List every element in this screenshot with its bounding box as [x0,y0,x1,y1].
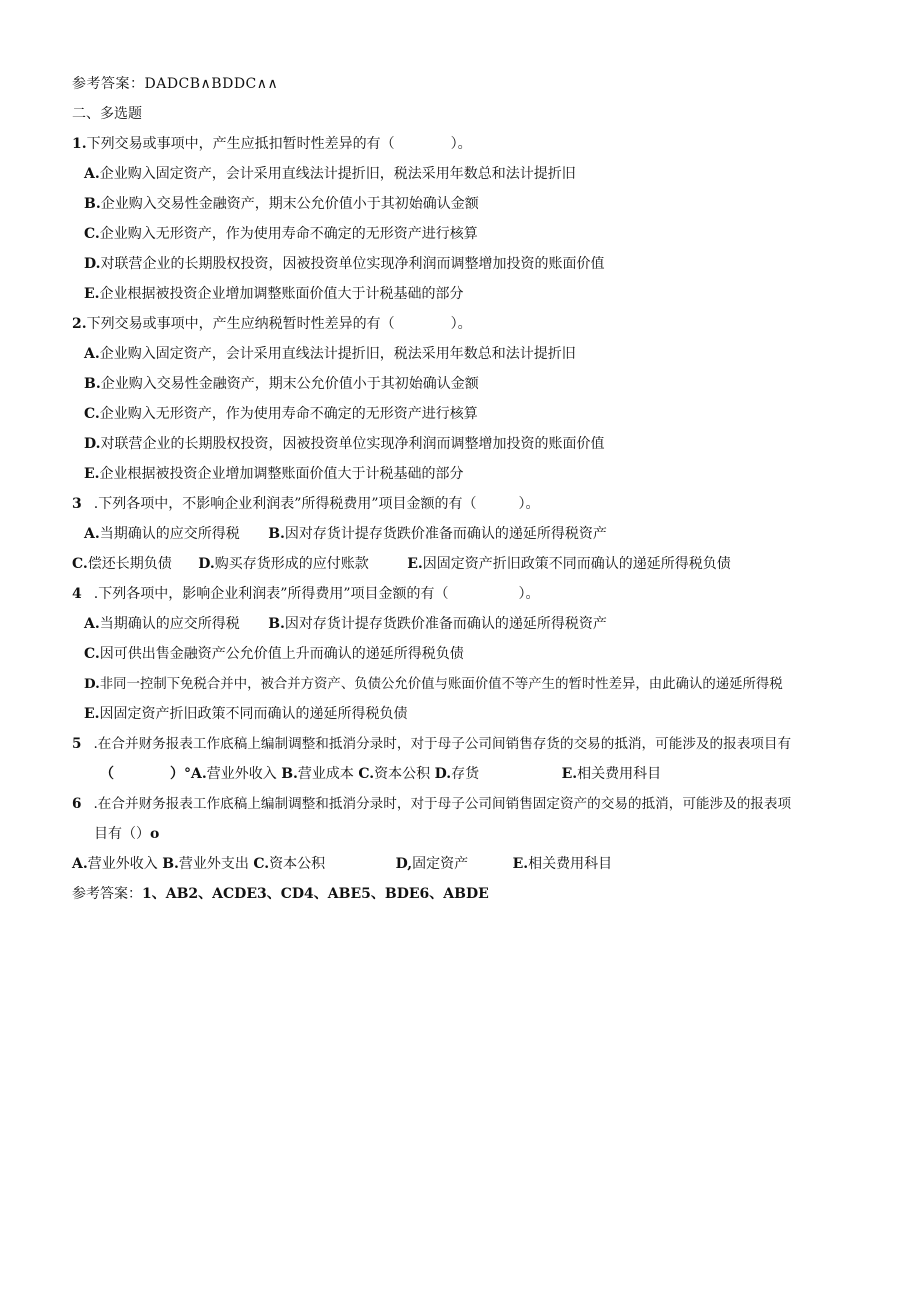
option-key: D. [84,256,101,272]
q1-option-e [84,284,464,304]
option-key: A. [84,616,100,632]
question-text: .下列各项中，不影响企业利润表”所得税费用”项目金额的有（ ）。 [93,496,540,512]
option-key: D. [434,766,452,782]
option-text: 相关费用科目 [528,856,613,872]
option-key: B. [84,376,101,392]
option-key: B. [281,766,298,782]
question-3-stem [72,494,540,514]
q1-option-b [84,194,479,214]
question-end-mark: o [150,826,160,842]
question-5-stem [72,734,791,754]
option-key: C. [358,766,375,782]
option-key: D, [395,856,413,872]
question-text: .在合并财务报表工作底稿上编制调整和抵消分录时，对于母子公司间销售固定资产的交易的抵消，可能涉及的报表项 [93,796,792,812]
answer-key-single-choice: 参考答案：DADCB∧BDDC∧∧ [72,76,279,92]
option-text: 因固定资产折旧政策不同而确认的递延所得税负债 [422,556,731,572]
option-key: E. [84,466,100,482]
option-key: B. [162,856,179,872]
question-number: 4 [72,586,82,602]
option-text: 企业根据被投资企业增加调整账面价值大于计税基础的部分 [99,466,464,482]
option-text: 固定资产 [412,856,469,872]
answer-value: 1、AB2、ACDE3、CD4、ABE5、BDE6、ABDE [142,886,489,902]
option-text: 资本公积 [269,856,326,872]
question-number: 3 [72,496,82,512]
q2-option-e [84,464,464,484]
option-text: 企业购入无形资产，作为使用寿命不确定的无形资产进行核算 [99,226,478,242]
option-text: 企业购入无形资产，作为使用寿命不确定的无形资产进行核算 [99,406,478,422]
option-key: E. [561,766,578,782]
question-number: 5 [72,736,82,752]
option-text: 企业购入交易性金融资产，期末公允价值小于其初始确认金额 [100,196,479,212]
option-key: A. [191,766,207,782]
option-key: D. [198,556,215,572]
q5-options-row [100,764,661,784]
question-number: 6 [72,796,82,812]
option-text: 营业外收入 [87,856,158,872]
answer-paren: （ ）° [100,766,191,782]
option-text: 当期确认的应交所得税 [99,526,240,542]
option-key: A. [72,856,88,872]
option-key: E. [407,556,423,572]
option-text: 对联营企业的长期股权投资，因被投资单位实现净利润而调整增加投资的账面价值 [100,256,605,272]
option-key: C. [253,856,270,872]
question-2-stem [72,314,472,334]
option-text: 企业购入交易性金融资产，期末公允价值小于其初始确认金额 [100,376,479,392]
q4-option-d [84,674,783,694]
question-text: 下列交易或事项中，产生应纳税暂时性差异的有（ ）。 [86,316,472,332]
question-4-stem [72,584,540,604]
section-title: 二、多选题 [72,106,142,122]
option-text: 存货 [451,766,480,782]
q1-option-a [84,164,576,184]
q4-option-e [84,704,408,724]
option-key: C. [72,556,88,572]
question-number: 2. [72,316,87,332]
q2-option-c [84,404,478,424]
option-text: 当期确认的应交所得税 [99,616,240,632]
option-key: A. [84,526,100,542]
option-key: E. [84,706,100,722]
option-text: 企业购入固定资产，会计采用直线法计提折旧，税法采用年数总和法计提折旧 [99,346,576,362]
answer-label: 参考答案： [72,886,142,902]
question-text: .下列各项中，影响企业利润表”所得费用”项目金额的有（ ）。 [93,586,540,602]
question-6-stem-cont [94,824,159,844]
option-text: 购买存货形成的应付账款 [214,556,369,572]
option-key: B. [268,616,285,632]
option-text: 企业根据被投资企业增加调整账面价值大于计税基础的部分 [99,286,464,302]
option-key: C. [84,406,100,422]
q1-option-c [84,224,478,244]
q3-options-row-2 [72,554,731,574]
option-text: 营业外支出 [178,856,249,872]
q2-option-a [84,344,576,364]
q6-options-row [72,854,612,874]
question-number: 1. [72,136,87,152]
q1-option-d [84,254,605,274]
option-key: E. [84,286,100,302]
option-key: C. [84,226,100,242]
q3-options-row-1 [84,524,607,544]
option-key: A. [84,166,100,182]
option-text: 因对存货计提存货跌价准备而确认的递延所得税资产 [284,616,607,632]
q4-options-row-1 [84,614,607,634]
question-text: .在合并财务报表工作底稿上编制调整和抵消分录时，对于母子公司间销售存货的交易的抵消，可能涉及的报表项目有 [93,736,792,752]
option-text: 偿还长期负债 [87,556,172,572]
option-text: 营业外收入 [206,766,277,782]
option-key: E. [512,856,529,872]
option-text: 相关费用科目 [577,766,662,782]
answer-key-multiple-choice [72,884,489,904]
option-text: 企业购入固定资产，会计采用直线法计提折旧，税法采用年数总和法计提折旧 [99,166,576,182]
option-text: 营业成本 [297,766,354,782]
option-key: C. [84,646,100,662]
q2-option-d [84,434,605,454]
option-text: 因可供出售金融资产公允价值上升而确认的递延所得税负债 [99,646,464,662]
option-text: 对联营企业的长期股权投资，因被投资单位实现净利润而调整增加投资的账面价值 [100,436,605,452]
q4-option-c [84,644,464,664]
option-text: 因固定资产折旧政策不同而确认的递延所得税负债 [99,706,408,722]
option-key: B. [268,526,285,542]
option-key: D. [84,436,101,452]
option-key: B. [84,196,101,212]
option-text: 资本公积 [374,766,431,782]
question-6-stem [72,794,791,814]
option-key: D. [84,676,100,692]
q2-option-b [84,374,479,394]
question-text: 下列交易或事项中，产生应抵扣暂时性差异的有（ ）。 [86,136,472,152]
option-key: A. [84,346,100,362]
question-text-cont: 目有（） [94,826,150,842]
question-1-stem [72,134,472,154]
option-text: 因对存货计提存货跌价准备而确认的递延所得税资产 [284,526,607,542]
option-text: 非同一控制下免税合并中，被合并方资产、负债公允价值与账面价值不等产生的暂时性差异，由此确认的递延所得税 [99,677,783,692]
